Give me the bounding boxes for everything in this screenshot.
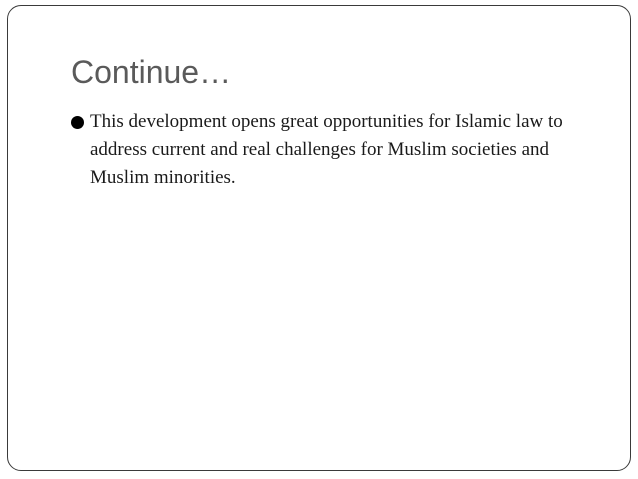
bullet-dot-icon: [71, 116, 84, 129]
bullet-item: [71, 108, 591, 192]
bullet-list: [71, 108, 591, 192]
slide-title: Continue…: [71, 54, 232, 90]
bullet-text: This development opens great opportunities for Islamic law to address current and real challenges for Muslim societies and Muslim minorities.: [90, 111, 563, 188]
